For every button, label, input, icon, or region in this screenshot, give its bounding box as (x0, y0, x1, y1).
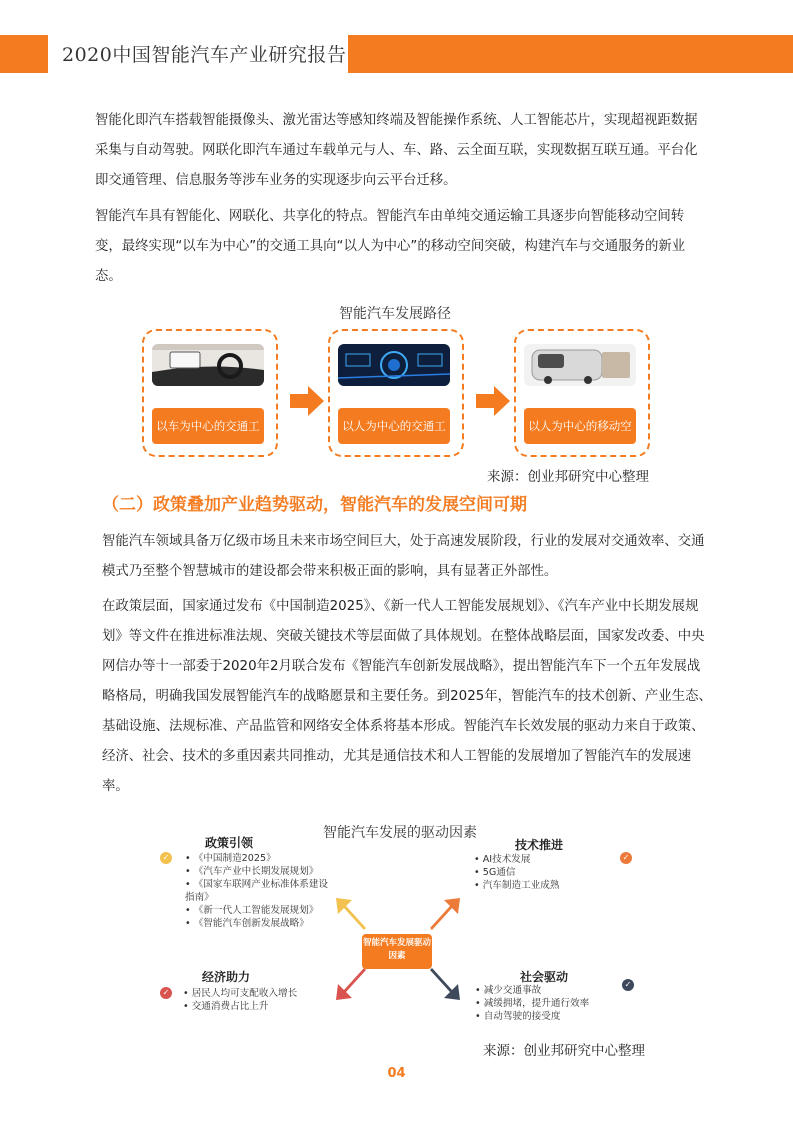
list-item: • AI技术发展 (474, 853, 614, 866)
list-item: • 5G通信 (474, 866, 614, 879)
list-item: • 《汽车产业中长期发展规划》 (185, 865, 335, 878)
intro-paragraph-2: 智能汽车具有智能化、网联化、共享化的特点。智能汽车由单纯交通运输工具逐步向智能移动空间转变，最终实现“以车为中心”的交通工具向“以人为中心”的移动空间突破，构建汽车与交通服务的新业态。 (95, 209, 686, 284)
path-stage-2 (328, 329, 464, 469)
autonomous-pod-image (524, 344, 636, 386)
driver-economy-title: 经济助力 (202, 970, 251, 984)
driver-policy-title: 政策引领 (205, 836, 254, 850)
driver-tech-list (474, 853, 614, 892)
path-stage-1-label: 以车为中心的交通工具 (152, 408, 264, 444)
society-icon: ✓ (622, 979, 634, 991)
economy-icon: ✓ (160, 987, 172, 999)
section-paragraph-2: 在政策层面，国家通过发布《中国制造2025》、《新一代人工智能发展规划》、《汽车产业中长期发展规划》等文件在推进标准法规、突破关键技术等层面做了具体规划。在整体战略层面，国家发改委、中央网信办等十一部委于2020年2月联合发布《智能汽车创新发展战略》，提出智能汽车下一个五年发展战略格局，明确我国发展智能汽车的战略愿景和主要任务。到2025年，智能汽车的技术创新、产业生态、基础设施、法规标准、产品监管和网络安全体系将基本形成。智能汽车长效发展的驱动力来自于政策、经济、社会、技术的多重因素共同推动，尤其是通信技术和人工智能的发展增加了智能汽车的发展速率。 (102, 599, 712, 794)
path-stage-2-label: 以人为中心的交通工具 (338, 408, 450, 444)
driver-economy-list (183, 987, 343, 1013)
list-item: • 汽车制造工业成熟 (474, 879, 614, 892)
policy-icon: ✓ (160, 852, 172, 864)
driver-figure-title: 智能汽车发展的驱动因素 (323, 825, 477, 841)
list-item: • 《新一代人工智能发展规划》 (185, 904, 335, 917)
section-paragraph-1: 智能汽车领域具备万亿级市场且未来市场空间巨大，处于高速发展阶段，行业的发展对交通效率、交通模式乃至整个智慧城市的建设都会带来积极正面的影响，具有显著正外部性。 (102, 534, 705, 579)
path-stage-1 (142, 329, 278, 469)
report-title: 2020中国智能汽车产业研究报告 (62, 44, 347, 66)
header-accent-left (0, 35, 48, 73)
list-item: • 减缓拥堵，提升通行效率 (475, 997, 625, 1010)
list-item: • 自动驾驶的接受度 (475, 1010, 625, 1023)
digital-cockpit-image (338, 344, 450, 386)
driver-center-box: 智能汽车发展驱动因素 (362, 934, 432, 969)
path-figure-title: 智能汽车发展路径 (339, 306, 451, 322)
driver-tech-title: 技术推进 (515, 838, 564, 852)
list-item: • 交通消费占比上升 (183, 1000, 343, 1013)
driver-figure-source: 来源：创业邦研究中心整理 (483, 1043, 645, 1059)
tech-icon: ✓ (620, 852, 632, 864)
list-item: • 居民人均可支配收入增长 (183, 987, 343, 1000)
section-heading: （二）政策叠加产业趋势驱动，智能汽车的发展空间可期 (102, 495, 527, 515)
driver-society-list (475, 984, 625, 1023)
header-accent-right (348, 35, 793, 73)
path-stage-3 (514, 329, 650, 469)
list-item: • 《智能汽车创新发展战略》 (185, 917, 335, 930)
list-item: • 《国家车联网产业标准体系建设指南》 (185, 878, 335, 904)
list-item: • 《中国制造2025》 (185, 852, 335, 865)
driver-society-title: 社会驱动 (520, 970, 569, 984)
list-item: • 减少交通事故 (475, 984, 625, 997)
page-number: 04 (387, 1066, 406, 1081)
car-dashboard-image (152, 344, 264, 386)
path-stage-3-label: 以人为中心的移动空间 (524, 408, 636, 444)
path-figure-source: 来源：创业邦研究中心整理 (487, 469, 649, 485)
intro-paragraph-1: 智能化即汽车搭载智能摄像头、激光雷达等感知终端及智能操作系统、人工智能芯片，实现超视距数据采集与自动驾驶。网联化即汽车通过车载单元与人、车、路、云全面互联，实现数据互联互通。平台化即交通管理、信息服务等涉车业务的实现逐步向云平台迁移。 (95, 113, 698, 188)
driver-policy-list (185, 852, 335, 930)
